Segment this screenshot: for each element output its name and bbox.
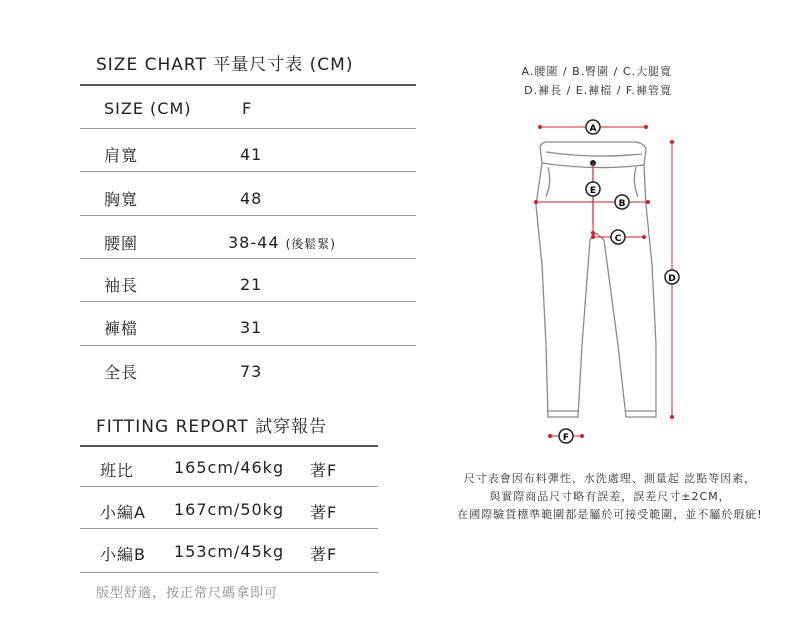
row-label-waist: 腰圍 xyxy=(104,234,139,253)
disclaimer-line-1: 尺寸表會因布料彈性、水洗處理、測量起 訖點等因素， xyxy=(463,472,757,485)
fitting-report-title: FITTING REPORT 試穿報告 xyxy=(96,417,328,437)
fitting-size: 著F xyxy=(310,503,338,522)
row-label-sleeve: 袖長 xyxy=(104,276,139,295)
pants-diagram xyxy=(520,115,690,450)
disclaimer-line-2: 與實際商品尺寸略有誤差，誤差尺寸±2CM， xyxy=(489,490,731,503)
row-label-shoulder: 肩寬 xyxy=(104,146,139,165)
disclaimer-line-3: 在國際驗貨標準範圍都是屬於可接受範圍，並不屬於瑕疵! xyxy=(457,508,763,521)
row-value-chest: 48 xyxy=(240,189,263,208)
marker-label-f: F xyxy=(562,433,570,443)
divider xyxy=(80,486,378,487)
size-header-value: F xyxy=(242,99,253,118)
marker-f xyxy=(548,429,584,443)
divider xyxy=(80,84,416,86)
marker-d xyxy=(665,140,679,419)
divider xyxy=(80,128,416,129)
size-header-label: SIZE (CM) xyxy=(104,99,192,118)
row-value-sleeve: 21 xyxy=(240,275,263,294)
fitting-name: 班比 xyxy=(100,461,135,480)
size-chart-title: SIZE CHART 平量尺寸表 (CM) xyxy=(96,55,354,75)
marker-label-a: A xyxy=(589,124,597,134)
row-value-length: 73 xyxy=(240,362,263,381)
waist-note: (後鬆緊) xyxy=(285,237,336,251)
waist-value: 38-44 xyxy=(228,233,280,252)
divider xyxy=(80,301,416,302)
fitting-size: 著F xyxy=(310,545,338,564)
fitting-stats: 167cm/50kg xyxy=(174,500,285,519)
fitting-stats: 165cm/46kg xyxy=(174,458,285,477)
marker-b xyxy=(534,195,650,209)
legend-line-2: D.褲長 / E.褲檔 / F.褲管寬 xyxy=(524,84,672,97)
marker-label-b: B xyxy=(618,199,626,209)
divider xyxy=(80,171,416,172)
legend-line-1: A.腰圍 / B.臀圍 / C.大腿寬 xyxy=(521,65,672,78)
marker-label-d: D xyxy=(668,274,676,284)
row-label-rise: 褲檔 xyxy=(104,319,139,338)
row-value-rise: 31 xyxy=(240,318,263,337)
row-value-waist xyxy=(228,233,336,252)
marker-label-c: C xyxy=(614,234,622,244)
divider xyxy=(80,345,416,346)
marker-e xyxy=(586,160,600,235)
divider xyxy=(80,445,378,447)
marker-label-e: E xyxy=(589,186,597,196)
fitting-size: 著F xyxy=(310,461,338,480)
divider xyxy=(80,572,378,573)
row-value-shoulder: 41 xyxy=(240,145,263,164)
fitting-name: 小編A xyxy=(100,503,146,522)
fitting-note: 版型舒適，按正常尺碼拿即可 xyxy=(96,586,279,601)
divider xyxy=(80,258,416,259)
fitting-stats: 153cm/45kg xyxy=(174,542,285,561)
marker-c xyxy=(591,230,646,244)
marker-a xyxy=(538,120,648,134)
divider xyxy=(80,215,416,216)
row-label-chest: 胸寬 xyxy=(104,190,139,209)
fitting-name: 小編B xyxy=(100,545,146,564)
row-label-length: 全長 xyxy=(104,363,139,382)
divider xyxy=(80,528,378,529)
